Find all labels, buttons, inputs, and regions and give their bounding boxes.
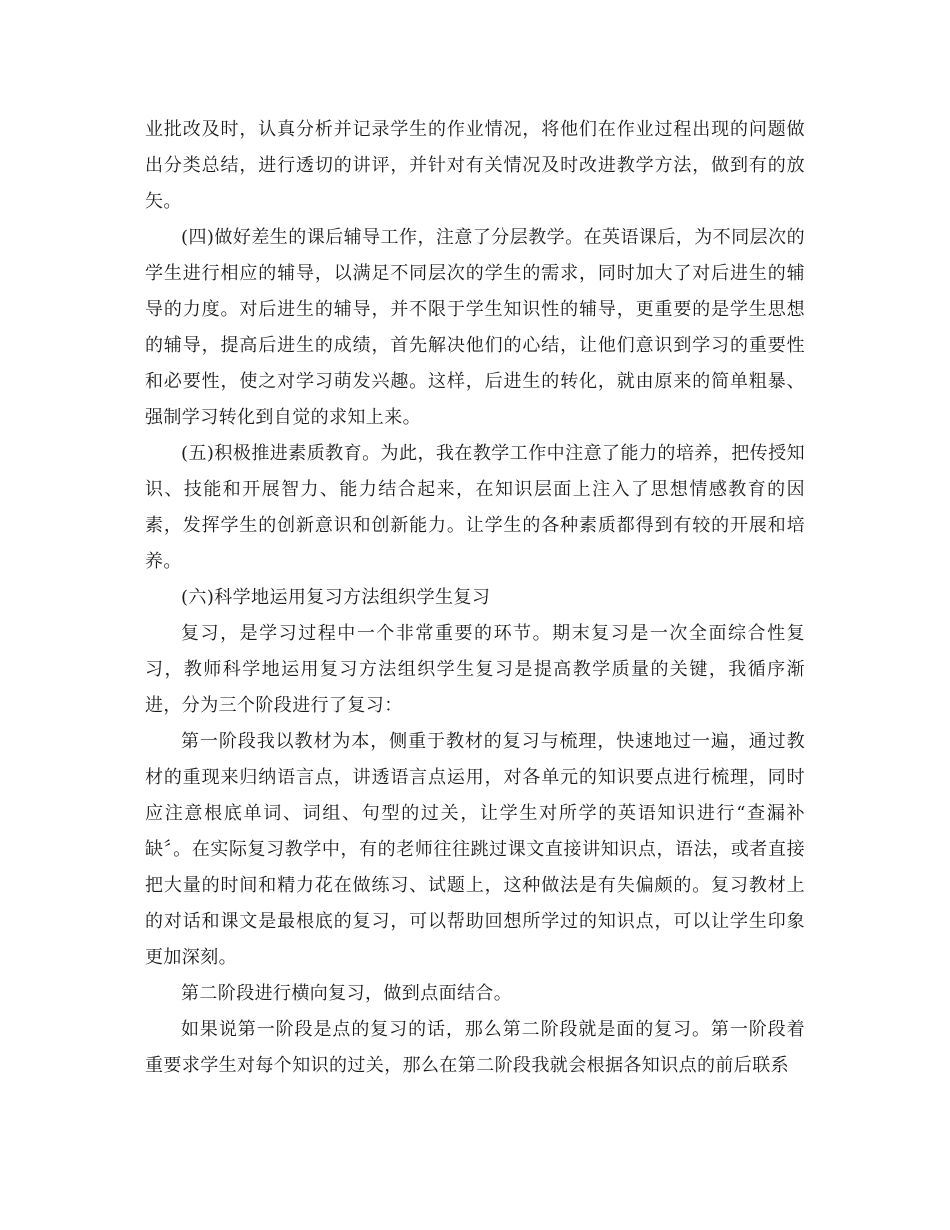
paragraph-stage-two-heading: 第二阶段进行横向复习，做到点面结合。 xyxy=(181,983,513,1004)
section-heading-review-methods: (六)科学地运用复习方法组织学生复习 xyxy=(181,587,491,608)
paragraph-quality-education: (五)积极推进素质教育。为此，我在教学工作中注意了能力的培养，把传授知识、技能和开展智力、能力结合起来，在知识层面上注入了思想情感教育的因素，发挥学生的创新意识和创新能力。让学生的各种素质都得到有较的开展和培养。 xyxy=(145,443,805,572)
paragraph-stage-one: 第一阶段我以教材为本，侧重于教材的复习与梳理，快速地过一遍，通过教材的重现来归纳语言点，讲透语言点运用，对各单元的知识要点进行梳理，同时应注意根底单词、词组、句型的过关，让学生对所学的英语知识进行“查漏补缺〞。在实际复习教学中，有的老师往往跳过课文直接讲知识点，语法，或者直接把大量的时间和精力花在做练习、试题上，这种做法是有失偏颇的。复习教材上的对话和课文是最根底的复习，可以帮助回想所学过的知识点，可以让学生印象更加深刻。 xyxy=(145,731,805,968)
paragraph-stage-two: 如果说第一阶段是点的复习的话，那么第二阶段就是面的复习。第一阶段着重要求学生对每个知识的过关，那么在第二阶段我就会根据各知识点的前后联系 xyxy=(145,1019,805,1076)
paragraph-tutoring: (四)做好差生的课后辅导工作，注意了分层教学。在英语课后，为不同层次的学生进行相应的辅导，以满足不同层次的学生的需求，同时加大了对后进生的辅导的力度。对后进生的辅导，并不限于学生知识性的辅导，更重要的是学生思想的辅导，提高后进生的成绩，首先解决他们的心结，让他们意识到学习的重要性和必要性，使之对学习萌发兴趣。这样，后进生的转化，就由原来的简单粗暴、强制学习转化到自觉的求知上来。 xyxy=(145,227,805,428)
document-body xyxy=(145,112,805,1084)
paragraph-homework-feedback: 业批改及时，认真分析并记录学生的作业情况，将他们在作业过程出现的问题做出分类总结，进行透切的讲评，并针对有关情况及时改进教学方法，做到有的放矢。 xyxy=(145,119,805,212)
paragraph-review-intro: 复习，是学习过程中一个非常重要的环节。期末复习是一次全面综合性复习，教师科学地运用复习方法组织学生复习是提高教学质量的关键，我循序渐进，分为三个阶段进行了复习： xyxy=(145,623,805,716)
